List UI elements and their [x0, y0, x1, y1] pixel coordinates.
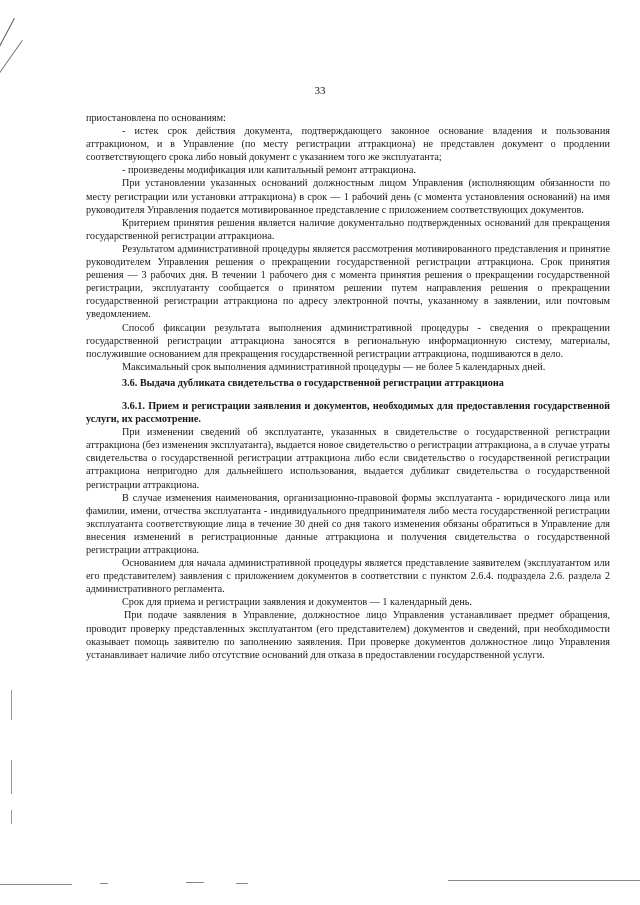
paragraph-1: - истек срок действия документа, подтверждающего законное основание владения и пользования аттракционом, и в Управление (по месту регистрации аттракциона) не представлен документ о продлении соответствующего срока либо новый документ с указанием того же эксплуатанта;: [86, 126, 610, 164]
scan-line-bottom-1: [0, 884, 72, 885]
paragraph-10: При изменении сведений об эксплуатанте, указанных в свидетельстве о государственной регистрации аттракциона (без изменения эксплуатанта), выдается новое свидетельство о регистрации аттракциона, а в случае утраты свидетельства о государственной регистрации аттракциона либо если свидетельство о государственной регистрации аттракциона непригодно для дальнейшего использования, выдается дубликат свидетельства о государственной регистрации аттракциона.: [86, 427, 610, 491]
scan-line-bottom-2: [100, 883, 108, 884]
scan-line-bottom-3: [186, 882, 204, 883]
paragraph-5: Результатом административной процедуры является рассмотрения мотивированного представления и принятие руководителем Управления решения о прекращении государственной регистрации аттракциона. Срок принятия решения — 3 рабочих дня. В течении 1 рабочего дня с момента принятия решения о прекращении государственной регистрации, эксплуатанту сообщается о принятом решении путем направления решения о прекращении государственной регистрации аттракциона по адресу электронной почты, указанному в заявлении, или почтовым уведомлением.: [86, 243, 610, 321]
paragraph-3: При установлении указанных оснований должностным лицом Управления (исполняющим обязанности по месту регистрации или установки аттракциона) в срок — 1 рабочий день (с момента установления оснований) на имя руководителя Управления подается мотивированное представление с приложением соответствующих документов.: [86, 178, 610, 216]
scan-line-bottom-5: [448, 880, 640, 881]
paragraph-11: В случае изменения наименования, организационно-правовой формы эксплуатанта - юридического лица или фамилии, имени, отчества эксплуатанта - индивидуального предпринимателя либо места государственной регистрации эксплуатанта соответствующие лица в течение 30 дней со дня такого изменения обязаны обратиться в Управление для внесения изменений в регистрационные данные аттракциона и получения свидетельства о государственной регистрации аттракциона.: [86, 492, 610, 556]
section-heading: 3.6. Выдача дубликата свидетельства о государственной регистрации аттракциона: [122, 377, 504, 389]
paragraph-12: Основанием для начала административной процедуры является представление заявителем (эксплуатантом или его представителем) заявления с приложением документов в соответствии с пунктом 2.6.4. подраздела 2.6. раздела 2 административного регламента.: [86, 558, 610, 596]
paragraph-7: Максимальный срок выполнения административной процедуры — не более 5 календарных дней.: [122, 361, 546, 373]
scan-line-bottom-4: [236, 883, 248, 884]
paragraph-6: Способ фиксации результата выполнения административной процедуры - сведения о прекращении государственной регистрации аттракциона заносятся в региональную информационную систему, материалы, послужившие основанием для прекращения государственной регистрации аттракциона, подшиваются в дело.: [86, 322, 610, 360]
scan-mark-left: [11, 690, 12, 720]
scan-mark-left-3: [11, 810, 12, 824]
paragraph-4: Критерием принятия решения является наличие документально подтвержденных оснований для прекращения государственной регистрации аттракциона.: [86, 217, 610, 242]
paragraph-0: приостановлена по основаниям:: [86, 113, 226, 124]
paragraph-13: Срок для приема и регистрации заявления и документов — 1 календарный день.: [122, 597, 472, 609]
paragraph-2: - произведены модификация или капитальный ремонт аттракциона.: [122, 165, 416, 177]
page-number: 33: [314, 85, 326, 97]
scan-mark-left-2: [11, 760, 12, 794]
subsection-heading: 3.6.1. Прием и регистрации заявления и документов, необходимых для предоставления государственной услуги, их рассмотрение.: [86, 400, 610, 426]
document-body: [86, 112, 610, 662]
scan-mark-corner-2: [0, 40, 23, 73]
paragraph-14: При подаче заявления в Управление, должностное лицо Управления устанавливает предмет обращения, проводит проверку представленных эксплуатантом (его представителем) документов и сведений, при необходимости оказывает помощь заявителю по заполнению заявления. При проверке документов должностное лицо Управления устанавливает наличие либо отсутствие оснований для отказа в предоставлении государственной услуги.: [86, 610, 610, 661]
